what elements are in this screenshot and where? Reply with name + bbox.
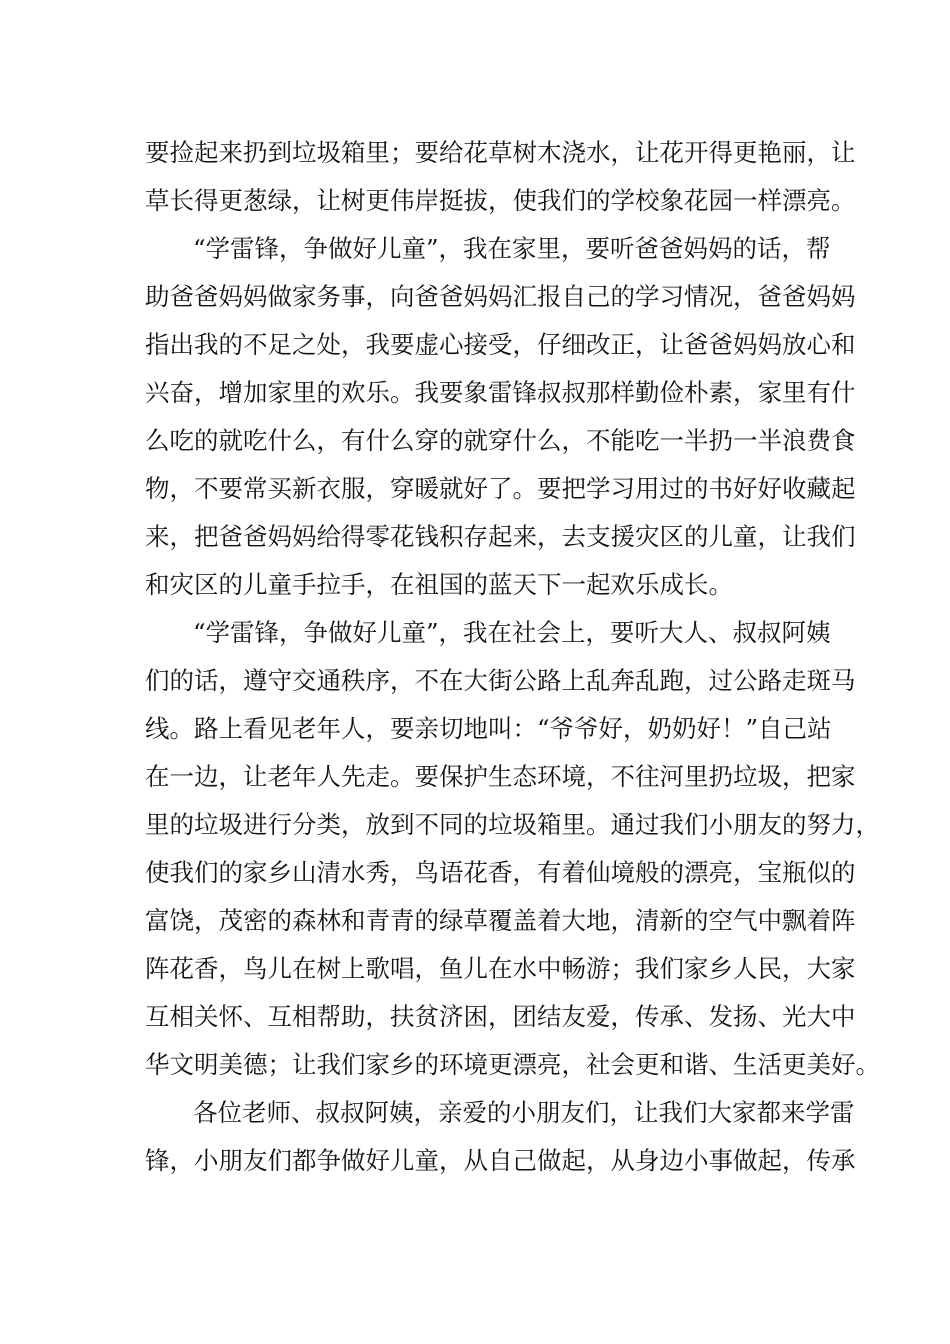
paragraph-start-line: “学雷锋，争做好儿童”，我在家里，要听爸爸妈妈的话，帮	[193, 234, 831, 263]
text-line: 使我们的家乡山清水秀，鸟语花香，有着仙境般的漂亮，宝瓶似的	[145, 858, 856, 887]
text-line: 锋，小朋友们都争做好儿童，从自己做起，从身边小事做起，传承	[145, 1146, 856, 1175]
text-line: 要捡起来扔到垃圾箱里；要给花草树木浇水，让花开得更艳丽，让	[145, 138, 856, 167]
text-line: 兴奋，增加家里的欢乐。我要象雷锋叔叔那样勤俭朴素，家里有什	[145, 378, 856, 407]
text-line: 么吃的就吃什么，有什么穿的就穿什么，不能吃一半扔一半浪费食	[145, 426, 856, 455]
text-line: 指出我的不足之处，我要虚心接受，仔细改正，让爸爸妈妈放心和	[145, 330, 856, 359]
text-line: 和灾区的儿童手拉手，在祖国的蓝天下一起欢乐成长。	[145, 570, 733, 599]
text-line: 们的话，遵守交通秩序，不在大街公路上乱奔乱跑，过公路走斑马	[145, 666, 856, 695]
text-line: 互相关怀、互相帮助，扶贫济困，团结友爱，传承、发扬、光大中	[145, 1002, 856, 1031]
paragraph-start-line: “学雷锋，争做好儿童”，我在社会上，要听大人、叔叔阿姨	[193, 618, 831, 647]
text-line: 线。路上看见老年人，要亲切地叫：“爷爷好，奶奶好！”自己站	[145, 714, 832, 743]
text-line: 里的垃圾进行分类，放到不同的垃圾箱里。通过我们小朋友的努力，	[145, 810, 880, 839]
text-line: 助爸爸妈妈做家务事，向爸爸妈妈汇报自己的学习情况，爸爸妈妈	[145, 282, 856, 311]
text-line: 草长得更葱绿，让树更伟岸挺拔，使我们的学校象花园一样漂亮。	[145, 186, 856, 215]
paragraph-start-line: 各位老师、叔叔阿姨，亲爱的小朋友们，让我们大家都来学雷	[193, 1098, 855, 1127]
text-line: 在一边，让老年人先走。要保护生态环境，不往河里扔垃圾，把家	[145, 762, 856, 791]
text-line: 来，把爸爸妈妈给得零花钱积存起来，去支援灾区的儿童，让我们	[145, 522, 856, 551]
text-line: 阵花香，鸟儿在树上歌唱，鱼儿在水中畅游；我们家乡人民，大家	[145, 954, 856, 983]
text-line: 富饶，茂密的森林和青青的绿草覆盖着大地，清新的空气中飘着阵	[145, 906, 856, 935]
text-line: 物，不要常买新衣服，穿暖就好了。要把学习用过的书好好收藏起	[145, 474, 856, 503]
text-line: 华文明美德；让我们家乡的环境更漂亮，社会更和谐、生活更美好。	[145, 1050, 880, 1079]
